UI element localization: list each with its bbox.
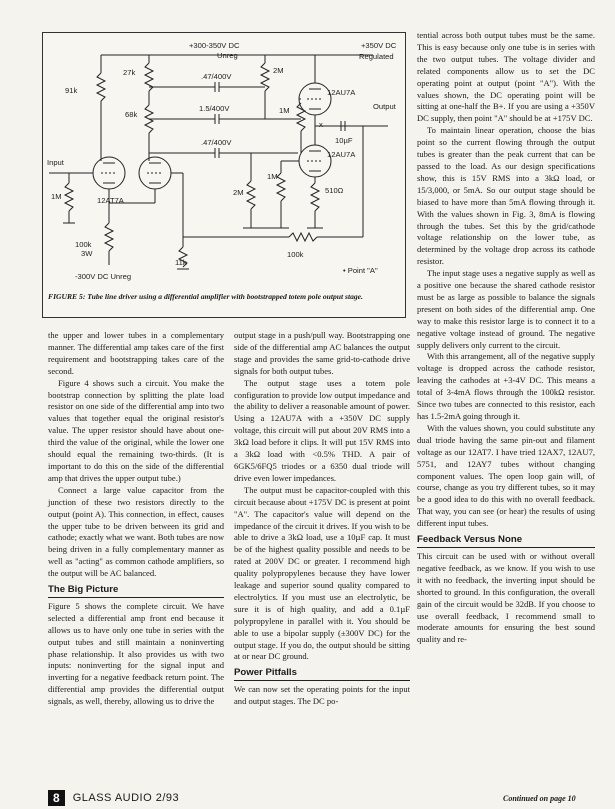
page-number: 8	[48, 790, 65, 806]
label-x: x	[319, 120, 323, 129]
label-1m-in: 1M	[51, 192, 62, 201]
continued-note: Continued on page 10	[503, 794, 576, 803]
col3-paragraph-1: tential across both output tubes must be the same. This is easy because only one tube is in series with the two output tubes. The voltage divider and related components allow us to set the DC operating point at output (point "A"). With the values shown, the DC operating point will be sitting at one-half the B+. If you are using a +350V DC supply, then point "A" should be at +175V DC.	[417, 30, 595, 124]
figure-5-schematic	[42, 32, 406, 318]
label-b-unreg: +300-350V DC	[189, 41, 240, 50]
label-91k: 91k	[65, 86, 78, 95]
label-regulated: Regulated	[359, 52, 394, 61]
label-tube-bot: 12AU7A	[327, 150, 356, 159]
col2-paragraph-3: The output must be capacitor-coupled with this circuit because about +175V DC is present at point "A". The capacitor's value will depend on the impedance of the circuit it drives. If you wish to be able to drive a 3kΩ load, use a 10µF cap. It must be of the highest quality possible and needs to be rated at 200V DC or greater. I recommend high quality polypropylenes because they have lower leakage and superior sound quality compared to electrolytics. If you must use an electrolytic, be sure it is of high quality, and add a 0.1µF polypropylene in parallel with it. You should be able to use a bipolar supply (±300V DC) for the output stage. If you do, the output should be sitting at or near DC ground.	[234, 484, 410, 662]
label-neg300: -300V DC Unreg	[75, 272, 132, 281]
label-unreg: Unreg	[217, 51, 238, 60]
col3-paragraph-6: This circuit can be used with or without overall negative feedback, as we know. If you wish to use it with no feedback, the inverting input should be shorted to ground. In this configuration, the overall gain of the circuit would be 32dB. If you choose to use overall feedback, I recommend small to moderate amounts for ensuring the best sound quality and re-	[417, 550, 595, 645]
journal-title: GLASS AUDIO 2/93	[72, 792, 180, 804]
column-2	[234, 330, 410, 708]
col2-paragraph-4: We can now set the operating points for the input and output stages. The DC po-	[234, 684, 410, 707]
label-11k: 11k	[175, 258, 187, 267]
heading-feedback: Feedback Versus None	[417, 534, 595, 548]
column-3	[417, 30, 595, 646]
label-point-a: • Point "A"	[343, 266, 378, 275]
heading-power-pitfalls: Power Pitfalls	[234, 667, 410, 681]
label-27k: 27k	[123, 68, 136, 77]
col2-paragraph-2: The output stage uses a totem pole configuration to provide low output impedance and the ability to deliver a reasonable amount of power. Using a 12AU7A with a +350V DC supply voltage, this circuit will put about 20V RMS into a 3kΩ load before it clips. It will put 15V RMS into a 3kΩ load with <0.5% THD. A pair of 6GK5/6FQ5 triodes or a 6350 dual triode will drive even lower impedances.	[234, 377, 410, 483]
label-c47-2: .47/400V	[201, 138, 232, 147]
label-tube-top: 12AU7A	[327, 88, 356, 97]
col2-paragraph-1: output stage in a push/pull way. Bootstrapping one side of the differential amp AC balances the output stage and provides the same grid-to-cathode drive signals for both output tubes.	[234, 330, 410, 376]
label-2m-top: 2M	[273, 66, 284, 75]
col3-paragraph-4: With this arrangement, all of the negative supply voltage is dropped across the cathode resistor, leaving the cathodes at +3-4V DC. This means a total of 3-4mA flows through the 100kΩ resistor. Since two tubes are connected to this resistor, each has 1.5-2mA going through it.	[417, 351, 595, 421]
col3-paragraph-3: The input stage uses a negative supply as well as a positive one because the shared cathode resistor must be as large as possible to balance the signals present on both sides of the differential amp. One way to make this resistor large is to connect it to a negative voltage instead of ground. The negative supply delivers only current to the circuit.	[417, 268, 595, 350]
col1-paragraph-4: Figure 5 shows the complete circuit. We have selected a differential amp front end because it allows us to have only one tube in series with the output tubes and still maintain a noninverting phase relationship. It also provides us with two inputs: noninverting for the signal input and inverting for a negative feedback return point. The differential amp provides the differential output signals, as well, thereby, allowing us to drive the	[48, 600, 224, 707]
label-b-reg: +350V DC	[361, 41, 397, 50]
label-output: Output	[373, 102, 396, 111]
label-c47-1: .47/400V	[201, 72, 232, 81]
col3-paragraph-2: To maintain linear operation, choose the bias point so the current flowing through the output tubes is greater than the peak current that can be passed to the load. As our design specifications show, this is 15V RMS into a 3kΩ load, or 15/3,000, or 5mA. So our output stage should be biased to have more than 5mA flowing through it. With the values shown in Fig. 3, 8mA is flowing through the tubes. Set this by the grid/cathode voltage relationship on the lower tube, as determined by the voltage drop across its cathode resistor.	[417, 125, 595, 267]
column-1	[48, 330, 224, 708]
heading-big-picture: The Big Picture	[48, 584, 224, 598]
label-68k: 68k	[125, 110, 138, 119]
label-c15: 1.5/400V	[199, 104, 230, 113]
label-cap10: 10µF	[335, 136, 353, 145]
label-tube-in: 12AT7A	[97, 196, 124, 205]
col1-paragraph-3: Connect a large value capacitor from the junction of these two resistors directly to the output (point A). This connection, in effect, causes the upper tube to be driven between its grid and cathode; exactly what we want. Both tubes are now being driven in a fully complementary manner as well as "acting" as common cathode amplifiers, so the output will be AC balanced.	[48, 484, 224, 579]
label-3w: 3W	[81, 249, 93, 258]
page-footer	[48, 790, 179, 806]
label-1m-bot: 1M	[267, 172, 278, 181]
label-input: Input	[47, 158, 64, 167]
figure-caption: FIGURE 5: Tube line driver using a differential amplifier with bootstrapped totem pole output stage.	[48, 292, 363, 301]
label-510: 510Ω	[325, 186, 344, 195]
col3-paragraph-5: With the values shown, you could substitute any dual triode having the same pin-out and filament voltage as our 12AT7. I have tried 12AX7, 12AU7, 5751, and 12AY7 tubes without changing component values. The open loop gain will, of course, change as you try different tubes, so it may be a good idea to do this with no overall feedback. That way, you can see (or hear) the results of using different input tubes.	[417, 422, 595, 529]
label-100k-3w: 100k	[75, 240, 92, 249]
label-1m-mid: 1M	[279, 106, 290, 115]
schematic-labels	[43, 33, 405, 317]
label-100k: 100k	[287, 250, 304, 259]
label-2m-bot: 2M	[233, 188, 244, 197]
col1-paragraph-2: Figure 4 shows such a circuit. You make the bootstrap connection by splitting the plate load resistor on one side of the differential amp into two values that together equal the original resistor's value. The upper resistor should have about one-third the value of the original, while the lower one should equal the remaining two-thirds. (It is important to do this on the side of the differential amp that drives the upper output tube.)	[48, 377, 224, 483]
col1-paragraph-1: the upper and lower tubes in a complementary manner. The differential amp takes care of the first requirement and bootstrapping takes care of the second.	[48, 330, 224, 376]
